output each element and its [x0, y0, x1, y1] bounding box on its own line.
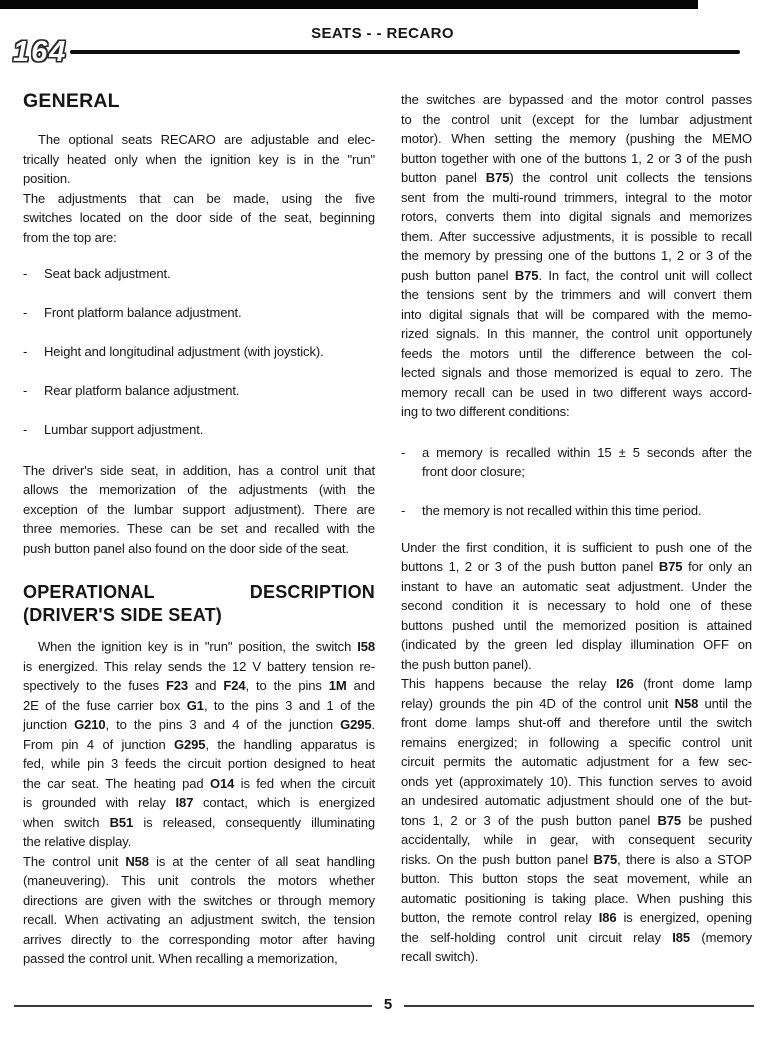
dash-bullet: - — [23, 422, 28, 437]
dash-list — [23, 264, 375, 440]
text-line: Rear platform balance adjustment. — [44, 383, 240, 398]
component-code: B51 — [109, 814, 134, 830]
component-code: 1M — [328, 678, 347, 693]
text-line: rized signals. In this manner, the control unit opportunely — [401, 326, 752, 341]
text-line: lected signals and those memorized is equal to zero. The — [401, 365, 752, 380]
text-line: rotors, converts them into digital signals and memorizes — [401, 209, 752, 224]
text-line: the self-holding control unit circuit relay I85 (memory — [401, 929, 752, 945]
text-line: Front platform balance adjustment. — [44, 305, 242, 320]
section-heading — [23, 581, 375, 627]
text-line: the tensions sent by the trimmers and will convert them — [401, 287, 752, 302]
text-line: position. — [23, 171, 71, 186]
page-title: SEATS - - RECARO — [311, 25, 454, 42]
list-item — [23, 264, 375, 284]
text-line: allows the memorization of the adjustments (with the — [23, 482, 375, 497]
list-item-text — [44, 420, 375, 440]
component-code: B75 — [593, 851, 618, 867]
text-line: the memory is not recalled within this time period. — [422, 503, 702, 518]
text-line: OPERATIONAL DESCRIPTION — [23, 582, 375, 602]
text-line: feeds the motors until the difference between the col- — [401, 345, 752, 361]
text-line: button together with one of the buttons 1, 2 or 3 of the push — [401, 150, 752, 166]
component-code: I86 — [598, 910, 617, 925]
text-line: an undesired automatic adjustment should one of the but- — [401, 793, 752, 808]
dash-list — [401, 443, 752, 521]
text-line: 2E of the fuse carrier box G1, to the pins 3 and 1 of the — [23, 697, 375, 713]
component-code: B75 — [657, 812, 682, 828]
text-line: The driver's side seat, in addition, has a control unit that — [23, 462, 375, 478]
text-line: The optional seats RECARO are adjustable and elec- — [38, 132, 375, 147]
text-line: recall switch). — [401, 949, 479, 964]
text-line: memory recall can be used in two different ways accord- — [401, 384, 752, 400]
list-item — [401, 501, 752, 521]
component-code: I58 — [357, 639, 375, 654]
list-item-text — [44, 381, 375, 401]
component-code: B75 — [485, 170, 510, 185]
text-line: From pin 4 of junction G295, the handling apparatus is — [23, 736, 375, 752]
text-line: from the top are: — [23, 229, 117, 245]
text-line: The control unit N58 is at the center of all seat handling — [23, 853, 375, 869]
paragraph — [23, 461, 375, 559]
text-line: sent from the multi-round trimmers, integral to the motor — [401, 189, 752, 205]
text-line: is grounded with relay I87 contact, which is energized — [23, 795, 375, 810]
text-line: (DRIVER'S SIDE SEAT) — [23, 605, 222, 625]
component-code: G210 — [74, 717, 106, 732]
text-line: Lumbar support adjustment. — [44, 422, 204, 437]
text-line: directions are given with the switches or through memory — [23, 892, 375, 908]
page-number: 5 — [383, 996, 393, 1013]
dash-bullet: - — [23, 266, 28, 281]
text-line: button panel B75) the control unit collects the tensions — [401, 170, 752, 185]
component-code: G1 — [186, 697, 204, 713]
section-heading — [23, 88, 375, 114]
dash-bullet: - — [401, 444, 406, 460]
component-code: F24 — [223, 678, 246, 693]
text-line: three memories. These can be set and recalled with the — [23, 521, 375, 536]
header-rule — [70, 50, 740, 54]
text-line: when switch B51 is released, consequently illuminating — [23, 814, 375, 830]
left-column — [23, 88, 375, 969]
dash-bullet: - — [23, 344, 28, 359]
text-line: to the control unit (except for the lumbar adjustment — [401, 111, 752, 127]
text-line: fed, while pin 3 feeds the circuit portion designed to heat — [23, 756, 375, 771]
component-code: O14 — [209, 775, 235, 791]
list-item-text — [44, 303, 375, 323]
text-line: relay) grounds the pin 4D of the control unit N58 until the — [401, 695, 752, 711]
text-line: push button panel also found on the door side of the seat. — [23, 540, 349, 556]
text-line: Seat back adjustment. — [44, 266, 171, 281]
text-line: them. After successive adjustments, it is possible to recall — [401, 228, 752, 244]
text-line: into digital signals that will be compared with the memo- — [401, 306, 752, 322]
text-line: recall. When activating an adjustment switch, the tension — [23, 912, 375, 927]
dash-bullet: - — [23, 383, 28, 398]
text-line: switches located on the door side of the seat, beginning — [23, 210, 375, 225]
text-line: buttons pushed until the memorized position is attained — [401, 617, 752, 633]
component-code: I26 — [615, 676, 634, 691]
component-code: B75 — [658, 559, 683, 574]
text-line: passed the control unit. When recalling a memorization, — [23, 951, 338, 966]
top-black-bar — [0, 0, 698, 9]
list-item — [23, 381, 375, 401]
component-code: I85 — [672, 929, 691, 945]
text-line: push button panel B75. In fact, the control unit will collect — [401, 267, 752, 283]
text-line: tons 1, 2 or 3 of the push button panel B75 be pushed — [401, 812, 752, 828]
text-line: The adjustments that can be made, using the five — [23, 190, 375, 206]
text-line: buttons 1, 2 or 3 of the push button panel B75 for only an — [401, 559, 752, 574]
text-line: the car seat. The heating pad O14 is fed when the circuit — [23, 775, 375, 791]
dash-bullet: - — [23, 305, 28, 320]
text-line: the switches are bypassed and the motor control passes — [401, 92, 752, 107]
text-line: button, the remote control relay I86 is energized, opening — [401, 910, 752, 925]
footer-rule-right — [404, 1005, 754, 1007]
text-line: motor). When setting the memory (pushing the MEMO — [401, 131, 752, 146]
text-line: (indicated by the green led display illumination OFF on — [401, 637, 752, 652]
component-code: I87 — [175, 795, 194, 810]
list-item-text — [44, 342, 375, 362]
list-item — [401, 443, 752, 482]
list-item-text — [422, 501, 752, 521]
text-line: When the ignition key is in "run" position, the switch I58 — [38, 639, 375, 654]
model-164-logo: 164 — [13, 36, 68, 68]
component-code: G295 — [340, 717, 372, 732]
text-line: Height and longitudinal adjustment (with joystick). — [44, 344, 324, 359]
list-item-text — [44, 264, 375, 284]
list-item-text — [422, 443, 752, 482]
text-line: trically heated only when the ignition key is in the "run" — [23, 151, 375, 167]
text-line: is energized. This relay sends the 12 V battery tension re- — [23, 658, 375, 674]
right-column — [401, 90, 752, 967]
text-line: This happens because the relay I26 (front dome lamp — [401, 676, 752, 691]
paragraph — [23, 637, 375, 852]
paragraph — [401, 90, 752, 422]
text-line: a memory is recalled within 15 ± 5 seconds after the — [422, 444, 752, 460]
footer-rule-left — [14, 1005, 372, 1007]
text-line: the memory by pressing one of the buttons 1, 2 or 3 of the — [401, 248, 752, 263]
text-line: button. This button stops the seat movement, while an — [401, 871, 752, 886]
component-code: F23 — [165, 678, 189, 693]
component-code: N58 — [674, 695, 699, 711]
text-line: Under the first condition, it is sufficient to push one of the — [401, 539, 752, 555]
component-code: G295 — [174, 736, 206, 752]
component-code: B75 — [514, 267, 539, 283]
text-line: second condition it is necessary to hold one of these — [401, 598, 752, 613]
text-line: instant to have an automatic seat adjustment. Under the — [401, 578, 752, 594]
paragraph — [23, 189, 375, 248]
text-line: remains energized; in following a specific control unit — [401, 734, 752, 750]
text-line: front dome lamps shut-off and therefore until the switch — [401, 715, 752, 730]
text-line: accidentally, while in gear, with consequent security — [401, 832, 752, 847]
paragraph — [23, 852, 375, 969]
component-code: N58 — [125, 853, 149, 869]
text-line: the push button panel). — [401, 656, 532, 672]
text-line: junction G210, to the pins 3 and 4 of the junction G295. — [23, 717, 375, 732]
text-line: onds yet (approximately 10). This function serves to avoid — [401, 773, 752, 789]
text-line: automatic positioning is taking place. When pushing this — [401, 890, 752, 906]
text-line: exception of the lumbar support adjustment). There are — [23, 501, 375, 517]
text-line: risks. On the push button panel B75, there is also a STOP — [401, 851, 752, 867]
text-line: (maneuvering). This unit controls the motors whether — [23, 873, 375, 888]
list-item — [23, 342, 375, 362]
list-item — [23, 303, 375, 323]
text-line: circuit permits the automatic adjustment for a few sec- — [401, 754, 752, 769]
list-item — [23, 420, 375, 440]
text-line: arrives directly to the corresponding motor after having — [23, 931, 375, 947]
paragraph — [401, 674, 752, 967]
paragraph — [23, 130, 375, 189]
text-line: front door closure; — [422, 464, 525, 479]
paragraph — [401, 538, 752, 675]
text-line: GENERAL — [23, 90, 120, 112]
text-line: the relative display. — [23, 834, 132, 849]
text-line: spectively to the fuses F23 and F24, to the pins 1M and — [23, 678, 375, 693]
text-line: ing to two different conditions: — [401, 404, 570, 419]
dash-bullet: - — [401, 503, 406, 518]
